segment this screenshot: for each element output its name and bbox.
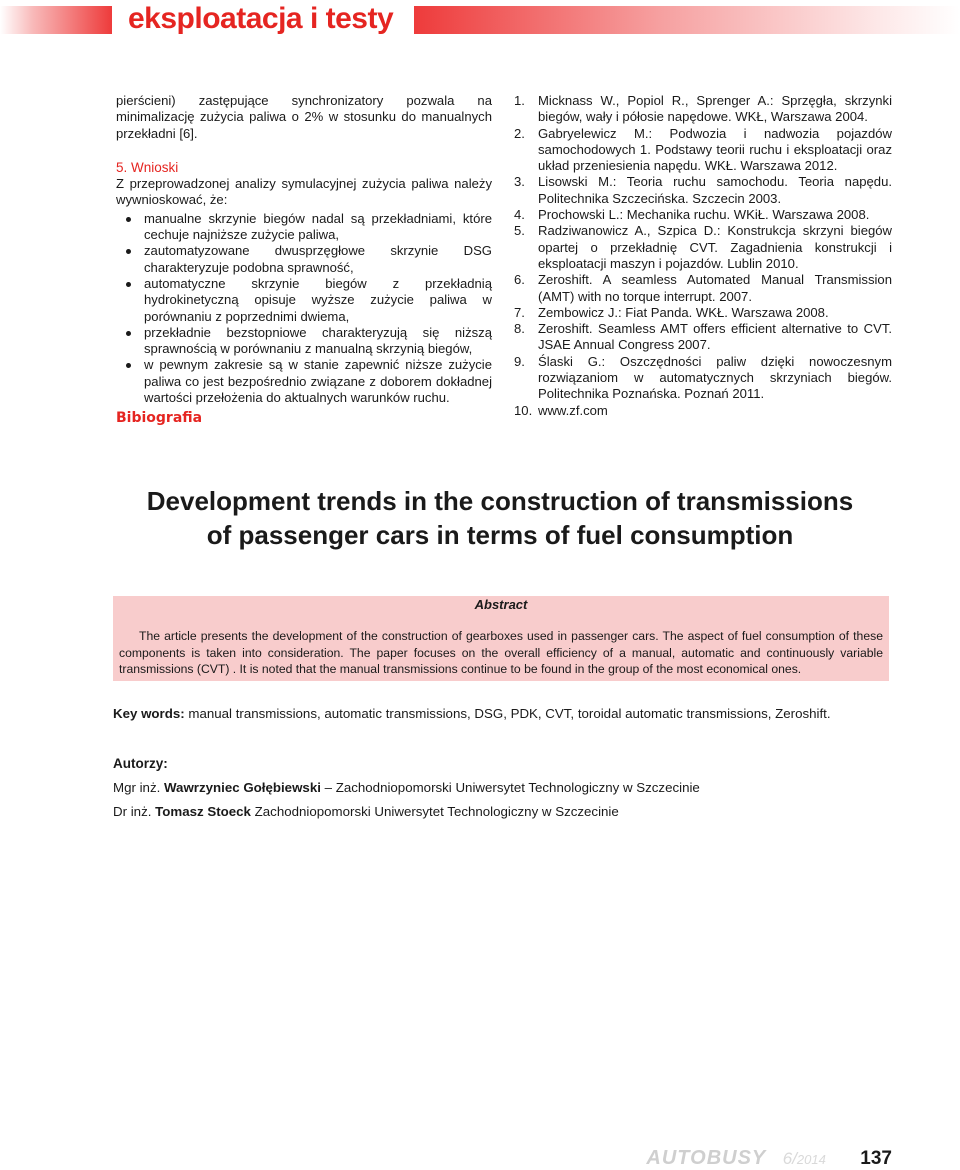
- page-footer: [646, 1147, 892, 1170]
- list-item: automatyczne skrzynie biegów z przekładnią hydrokinetyczną opisuje wyższe zużycie paliwa w porównaniu z poprzednimi dwiema,: [144, 275, 492, 324]
- author-line: [113, 804, 619, 819]
- issue-year: 2014: [796, 1152, 826, 1167]
- reference-item: [514, 354, 892, 403]
- abstract-box: [113, 596, 889, 681]
- author-line: [113, 780, 700, 795]
- author-name: Tomasz Stoeck: [155, 804, 251, 819]
- abstract-text: The article presents the development of the construction of gearboxes used in passenger cars. The aspect of fuel consumption of these components is taken into consideration. The paper focuses on the overall efficiency of a manual, automatic and continuously variable transmissions (CVT) . It is noted that the manual transmissions continue to be found in the group of the most economical ones.: [119, 629, 883, 676]
- english-title-line: Development trends in the construction of transmissions: [146, 486, 854, 516]
- bibliography-heading: Bibiografia: [116, 410, 203, 427]
- author-name: Wawrzyniec Gołębiewski: [164, 780, 321, 795]
- list-item: w pewnym zakresie są w stanie zapewnić niższe zużycie paliwa co jest bezpośrednio związane z doborem dokładnej wartości przełożenia do aktualnych warunków ruchu.: [144, 357, 492, 406]
- author-title: Mgr inż.: [113, 780, 161, 795]
- reference-text: Prochowski L.: Mechanika ruchu. WKiŁ. Warszawa 2008.: [538, 207, 870, 223]
- list-item: zautomatyzowane dwusprzęgłowe skrzynie DSG charakteryzuje podobna sprawność,: [144, 243, 492, 275]
- author-affiliation: – Zachodniopomorski Uniwersytet Technologiczny w Szczecinie: [324, 780, 700, 795]
- reference-text: Gabryelewicz M.: Podwozia i nadwozia pojazdów samochodowych 1. Podstawy teorii ruchu i eksploatacji oraz układ przeniesienia napędu. WKŁ. Warszawa 2012.: [538, 125, 892, 174]
- reference-number: 9.: [514, 353, 525, 369]
- conclusions-heading: 5. Wnioski: [116, 159, 179, 175]
- page-number: 137: [860, 1148, 892, 1169]
- english-title-line: of passenger cars in terms of fuel consumption: [206, 520, 794, 550]
- reference-item: [514, 223, 892, 272]
- reference-item: [514, 207, 892, 223]
- reference-text: Zembowicz J.: Fiat Panda. WKŁ. Warszawa 2008.: [538, 304, 829, 320]
- reference-item: [514, 305, 892, 321]
- header-accent-bar-right: [414, 6, 960, 34]
- english-title: [100, 484, 900, 552]
- section-title: eksploatacja i testy: [128, 2, 394, 35]
- reference-item: [514, 272, 892, 305]
- reference-item: [514, 126, 892, 175]
- keywords-text: manual transmissions, automatic transmissions, DSG, PDK, CVT, toroidal automatic transmissions, Zeroshift.: [188, 706, 831, 721]
- left-column: [116, 93, 492, 427]
- reference-number: 1.: [514, 93, 525, 108]
- reference-number: 7.: [514, 304, 525, 320]
- author-affiliation: Zachodniopomorski Uniwersytet Technologiczny w Szczecinie: [254, 804, 619, 819]
- reference-item: [514, 403, 892, 419]
- issue-num: 6/: [782, 1149, 797, 1168]
- reference-number: 8.: [514, 321, 525, 337]
- reference-text: Zeroshift. Seamless AMT offers efficient alternative to CVT. JSAE Annual Congress 2007.: [538, 321, 892, 353]
- reference-item: [514, 93, 892, 126]
- right-column: [514, 93, 892, 419]
- keywords: [113, 706, 913, 721]
- reference-text: www.zf.com: [538, 402, 608, 418]
- reference-item: [514, 321, 892, 354]
- list-item: przekładnie bezstopniowe charakteryzują się niższą sprawnością w porównaniu z manualną skrzynią biegów,: [144, 324, 492, 357]
- conclusions-list: [116, 211, 492, 407]
- keywords-label: Key words:: [113, 706, 185, 721]
- reference-item: [514, 174, 892, 207]
- reference-text: Radziwanowicz A., Szpica D.: Konstrukcja skrzyni biegów opartej o przekładnię CVT. Zagadnienia konstrukcji i eksploatacji maszyn i pojazdów. Lublin 2010.: [538, 223, 892, 271]
- bibliography-list: [514, 93, 892, 419]
- list-item: manualne skrzynie biegów nadal są przekładniami, które cechuje najniższe zużycie paliwa,: [144, 210, 492, 243]
- abstract-heading: Abstract: [474, 597, 528, 612]
- reference-number: 10.: [514, 402, 533, 418]
- conclusions-lead: Z przeprowadzonej analizy symulacyjnej zużycia paliwa należy wywnioskować, że:: [116, 176, 492, 208]
- reference-text: Lisowski M.: Teoria ruchu samochodu. Teoria napędu. Politechnika Szczecińska. Szczecin 2003.: [538, 174, 892, 206]
- reference-number: 2.: [514, 125, 525, 141]
- reference-text: Zeroshift. A seamless Automated Manual Transmission (AMT) with no torque interrupt. 2007.: [538, 272, 892, 304]
- issue-number: [783, 1149, 826, 1168]
- reference-number: 6.: [514, 272, 525, 288]
- magazine-logo: AUTOBUSY: [646, 1147, 767, 1169]
- reference-text: Micknass W., Popiol R., Sprenger A.: Sprzęgła, skrzynki biegów, wały i półosie napędowe. WKŁ, Warszawa 2004.: [538, 93, 892, 125]
- reference-number: 5.: [514, 223, 525, 239]
- author-title: Dr inż.: [113, 804, 152, 819]
- reference-number: 3.: [514, 174, 525, 190]
- reference-text: Ślaski G.: Oszczędności paliw dzięki nowoczesnym rozwiązaniom w automatycznych skrzyniach biegów. Politechnika Poznańska. Poznań 2011.: [538, 353, 892, 402]
- reference-number: 4.: [514, 207, 525, 223]
- intro-paragraph: pierścieni) zastępujące synchronizatory pozwala na minimalizację zużycia paliwa o 2% w stosunku do manualnych przekładni [6].: [116, 93, 492, 141]
- header-accent-bar-left: [0, 6, 112, 34]
- authors-heading: Autorzy:: [113, 756, 168, 771]
